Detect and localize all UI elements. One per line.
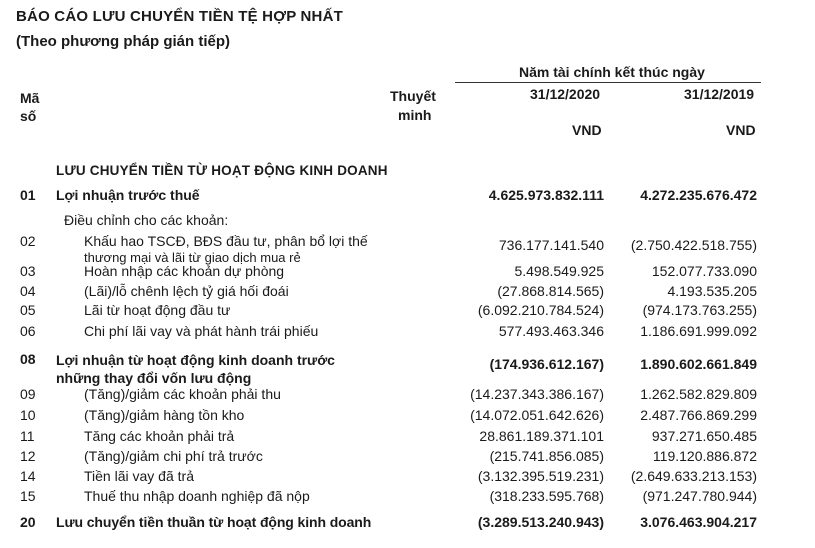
value-2020: 4.625.973.832.111 — [488, 187, 604, 203]
header-rule — [455, 82, 761, 83]
value-2020: (14.237.343.386.167) — [470, 386, 604, 402]
row-code: 10 — [20, 407, 36, 423]
document-subtitle: (Theo phương pháp gián tiếp) — [16, 33, 230, 50]
code-header-line2: số — [20, 108, 37, 124]
adjustment-note: Điều chỉnh cho các khoản: — [64, 212, 229, 228]
value-2019: 4.272.235.676.472 — [640, 187, 757, 203]
value-2019: 1.890.602.661.849 — [640, 356, 757, 372]
value-2020: (318.233.595.768) — [489, 488, 604, 504]
row-code: 14 — [20, 468, 36, 484]
row-code: 20 — [20, 514, 36, 530]
value-2019: 119.120.886.872 — [652, 448, 757, 464]
row-code: 02 — [20, 233, 36, 249]
col-2020-unit: VND — [572, 122, 602, 138]
note-header-line2: minh — [398, 107, 432, 123]
col-2020-date: 31/12/2020 — [530, 86, 601, 102]
row-label: (Tăng)/giảm các khoản phải thu — [84, 386, 281, 402]
period-header: Năm tài chính kết thúc ngày — [519, 64, 705, 80]
document-title: BÁO CÁO LƯU CHUYỂN TIỀN TỆ HỢP NHẤT — [16, 8, 343, 25]
row-label: Tiền lãi vay đã trả — [84, 468, 194, 484]
row-label — [84, 233, 368, 266]
value-2019: 3.076.463.904.217 — [640, 514, 757, 530]
row-label-line2: những thay đổi vốn lưu động — [56, 370, 252, 386]
row-code: 11 — [20, 428, 35, 444]
row-label: Lưu chuyển tiền thuần từ hoạt động kinh doanh — [56, 514, 372, 530]
value-2020: (174.936.612.167) — [489, 356, 604, 372]
value-2020: 577.493.463.346 — [498, 323, 604, 339]
value-2020: (14.072.051.642.626) — [470, 407, 604, 423]
value-2019: (2.649.633.213.153) — [630, 468, 757, 484]
value-2019: (2.750.422.518.755) — [630, 237, 757, 253]
value-2019: 2.487.766.869.299 — [640, 407, 757, 423]
row-label: Tăng các khoản phải trả — [84, 428, 235, 444]
value-2019: 937.271.650.485 — [651, 428, 757, 444]
value-2019: 152.077.733.090 — [651, 263, 757, 279]
section-title: LƯU CHUYỂN TIỀN TỪ HOẠT ĐỘNG KINH DOANH — [56, 163, 388, 178]
code-header-line1: Mã — [20, 90, 40, 106]
row-code: 12 — [20, 448, 36, 464]
value-2020: (215.741.856.085) — [489, 448, 604, 464]
value-2019: 4.193.535.205 — [667, 283, 757, 299]
row-code: 09 — [20, 386, 36, 402]
row-label: Thuế thu nhập doanh nghiệp đã nộp — [84, 488, 310, 504]
row-label-line1: Khấu hao TSCĐ, BĐS đầu tư, phân bổ lợi thế — [84, 233, 368, 249]
col-2019-unit: VND — [726, 122, 756, 138]
value-2020: 736.177.141.540 — [498, 237, 604, 253]
row-label-line1: Lợi nhuận từ hoạt động kinh doanh trước — [56, 352, 335, 368]
value-2020: (27.868.814.565) — [497, 283, 604, 299]
row-label — [56, 351, 335, 387]
row-label: (Lãi)/lỗ chênh lệch tỷ giá hối đoái — [84, 283, 289, 299]
value-2020: 28.861.189.371.101 — [479, 428, 604, 444]
row-code: 15 — [20, 488, 36, 504]
row-code: 08 — [20, 351, 36, 367]
row-label: Lãi từ hoạt động đầu tư — [84, 302, 231, 318]
value-2019: 1.262.582.829.809 — [640, 386, 757, 402]
row-code: 03 — [20, 263, 36, 279]
row-label: Hoàn nhập các khoản dự phòng — [84, 263, 285, 279]
value-2020: (3.132.395.519.231) — [477, 468, 604, 484]
row-label: (Tăng)/giảm hàng tồn kho — [84, 407, 245, 423]
value-2019: (971.247.780.944) — [642, 488, 757, 504]
value-2020: (6.092.210.784.524) — [477, 302, 604, 318]
col-2019-date: 31/12/2019 — [684, 86, 755, 102]
row-code: 05 — [20, 302, 36, 318]
row-label: (Tăng)/giảm chi phí trả trước — [84, 448, 263, 464]
value-2020: 5.498.549.925 — [514, 263, 604, 279]
note-header-line1: Thuyết — [390, 88, 436, 104]
row-code: 06 — [20, 323, 36, 339]
row-label: Chi phí lãi vay và phát hành trái phiếu — [84, 323, 319, 339]
value-2020: (3.289.513.240.943) — [477, 514, 604, 530]
row-label-line2: thương mại và lãi từ giao dịch mua rẻ — [84, 250, 301, 265]
value-2019: 1.186.691.999.092 — [640, 323, 757, 339]
row-code: 04 — [20, 283, 36, 299]
row-code: 01 — [20, 187, 36, 203]
value-2019: (974.173.763.255) — [642, 302, 757, 318]
row-label: Lợi nhuận trước thuế — [56, 187, 200, 203]
